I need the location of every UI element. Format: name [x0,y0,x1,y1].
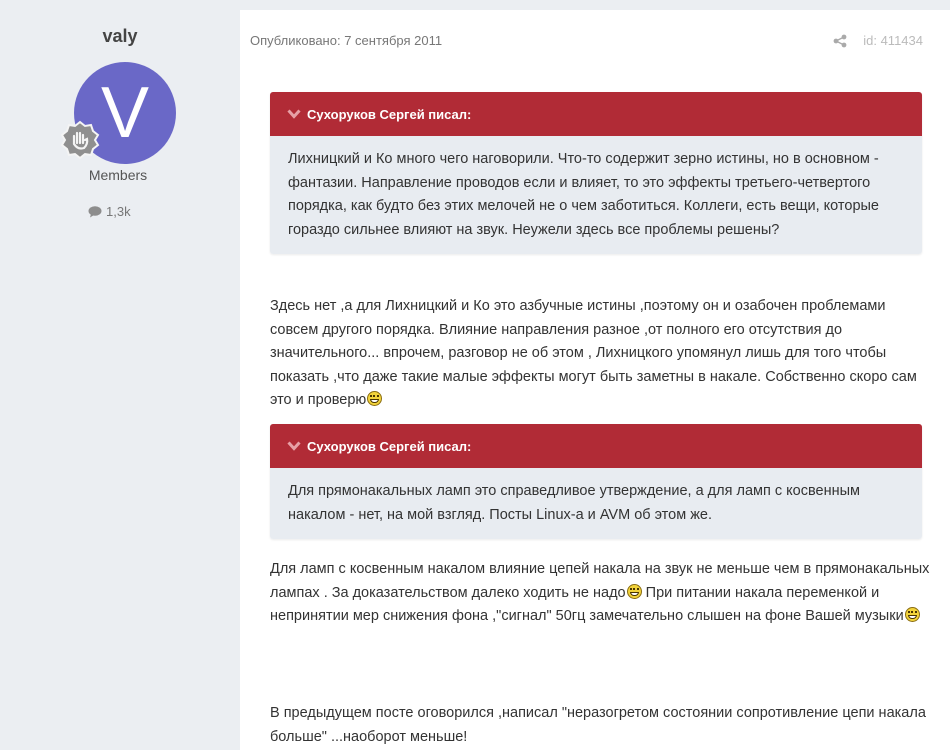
post-paragraph [270,295,930,413]
quote-header[interactable] [270,424,922,468]
post-id[interactable]: id: 411434 [863,33,923,48]
avatar[interactable]: V [74,62,176,164]
post-count-value: 1,3k [106,204,131,219]
author-name-link[interactable]: valy [102,26,138,46]
laugh-emoji-icon [627,584,642,599]
paragraph-text: Для ламп с косвенным накалом влияние цепей накала на звук не меньше чем в прямонакальных лампах . За доказательством далеко ходить не надо [270,561,930,601]
chevron-down-icon [287,107,307,122]
laugh-emoji-icon [905,607,920,622]
author-panel [0,0,240,750]
laugh-emoji-icon [367,391,382,406]
post-paragraph: В предыдущем посте оговорился ,написал "неразогретом состоянии сопротивление цепи накала больше" ...наоборот меньше! [270,705,926,745]
paragraph-text: Здесь нет ,а для Лихницкий и Ко это азбучные истины ,поэтому он и озабочен проблемами совсем другого порядка. Влияние направления разное ,от полного его отсутствия до значительного... впрочем, разговор не об этом , Лихницкого упомянул лишь для того чтобы показать ,что даже такие малые эффекты могут быть заметны в накале. Собственно скоро сам это и проверю [270,298,917,408]
paragraph-text: При питании накала переменкой и непринятии мер снижения фона ,"сигнал" 50гц замечательно слышен на фоне Вашей музыки [270,584,904,624]
quote-block [270,92,922,254]
post-paragraph [270,558,930,629]
quote-author: Сухоруков Сергей писал: [307,438,472,454]
published-date: Опубликовано: 7 сентября 2011 [250,33,443,48]
member-group: Members [88,167,148,183]
speech-bubble-icon [88,206,102,218]
quote-author: Сухоруков Сергей писал: [307,106,472,122]
share-icon[interactable] [833,34,847,51]
chevron-down-icon [287,439,307,454]
post-content [240,10,950,750]
quote-text: Лихницкий и Ко много чего наговорили. Что-то содержит зерно истины, но в основном - фантазии. Направление проводов если и влияет, то это эффекты третьего-четвертого порядка, как будто без этих мелочей не о чем заботиться. Коллеги, есть вещи, которые гораздо сильнее влияют на звук. Неужели здесь все проблемы решены? [270,136,922,254]
hand-badge-icon [60,120,100,160]
quote-block [270,424,922,539]
quote-header[interactable] [270,92,922,136]
post-meta [250,33,940,51]
post-count[interactable] [88,204,131,219]
quote-text: Для прямонакальных ламп это справедливое утверждение, а для ламп с косвенным накалом - нет, на мой взгляд. Посты Linux-а и AVM об этом же. [270,468,922,539]
